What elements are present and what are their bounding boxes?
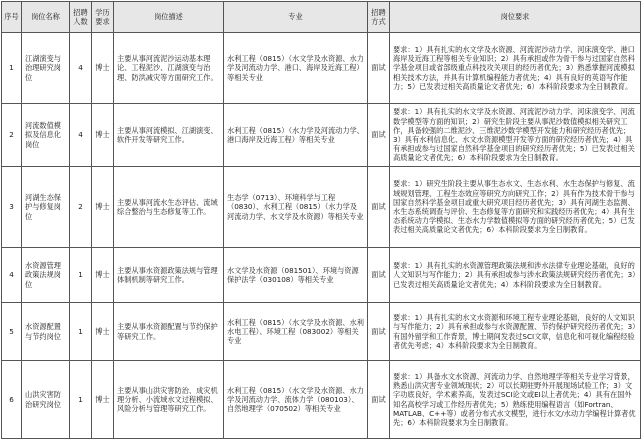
cell-count: 1 bbox=[70, 248, 92, 303]
cell-count: 2 bbox=[70, 167, 92, 248]
cell-no: 5 bbox=[2, 303, 22, 361]
cell-education: 博士 bbox=[92, 361, 114, 439]
table-row bbox=[2, 33, 641, 104]
header-position-name: 岗位名称 bbox=[22, 2, 70, 33]
cell-requirements: 要求：1）具备水文水资源、河流动力学、自然地理学等相关专业学习背景，熟悉山洪灾害专业领域现状；2）可以长期驻野外开展现场试验工作；3）文字功底良好，学术素养高，发表过SCI论文或EI以上者优先；4）具有在国外知名高校学习或工作经历者优先；5）熟练使用编程语言（如Fortran、MATLAB、C++等）或者分布式水文模型，进行水文/水动力学编程计算者优先；6）本科阶段要求为全日制教育。 bbox=[390, 361, 641, 439]
header-requirements: 岗位要求 bbox=[390, 2, 641, 33]
cell-major: 水利工程（0815）（水文学及水资源、水利水电工程）、环境工程（083002）等相关专业 bbox=[224, 303, 368, 361]
cell-count: 4 bbox=[70, 104, 92, 167]
cell-no: 4 bbox=[2, 248, 22, 303]
cell-count: 4 bbox=[70, 33, 92, 104]
header-description: 岗位描述 bbox=[114, 2, 224, 33]
cell-count: 1 bbox=[70, 361, 92, 439]
cell-position-name: 江湖演变与治理研究岗位 bbox=[22, 33, 70, 104]
table-header-row bbox=[2, 2, 641, 33]
cell-description: 主要从事山洪灾害防治、成灾机理分析、小流域水文过程模拟、风险分析与管理等研究工作。 bbox=[114, 361, 224, 439]
table-row bbox=[2, 248, 641, 303]
cell-position-name: 水资源配置与节约岗位 bbox=[22, 303, 70, 361]
cell-education: 博士 bbox=[92, 104, 114, 167]
cell-requirements: 要求：1）研究生阶段主要从事生态水文、生态水利、水生态保护与修复、流域规划管理、工程生态效应等研究方向研究工作；2）具有作为技术骨干参与国家自然科学基金项目或重大研究项目经历者优先；3）具有河湖生态监测、水生态系统调查与评价、生态修复等方面研究和实践经历者优先；4）具有生态系统动力学模拟、生态水力学数值模拟等方面的研究经历者优先；5）已发表过相关高质量论文者优先；6）本科阶段要求为全日制教育。 bbox=[390, 167, 641, 248]
cell-major: 水文学及水资源（081501）、环境与资源保护法学（030108）等相关专业 bbox=[224, 248, 368, 303]
cell-description: 主要从事水资源政策法规与管理体制机制等研究工作。 bbox=[114, 248, 224, 303]
cell-position-name: 水资源管理政策法规岗位 bbox=[22, 248, 70, 303]
cell-requirements: 要求：1）具有扎实的水文水资源和环境工程专业理论基础，良好的人文知识与写作能力；2）具有承担或参与水资源配置、节约保护研究经历者优先；3）有国外留学和工作背景，博士期间发表过SCI文章，信息化和可视化编程经验者优先考虑；4）本科阶段要求为全日制教育。 bbox=[390, 303, 641, 361]
table-row bbox=[2, 167, 641, 248]
cell-no: 3 bbox=[2, 167, 22, 248]
cell-description: 主要从事河流水生态评估、流域综合整治与生态修复等工作。 bbox=[114, 167, 224, 248]
cell-method: 面试 bbox=[368, 104, 390, 167]
cell-description: 主要从事河流泥沙运动基本理论、工程泥沙、江湖演变与治理、防洪减灾等方面研究工作。 bbox=[114, 33, 224, 104]
table-row bbox=[2, 361, 641, 439]
cell-method: 面试 bbox=[368, 33, 390, 104]
cell-description: 主要从事水资源配置与节约保护等研究工作。 bbox=[114, 303, 224, 361]
cell-no: 6 bbox=[2, 361, 22, 439]
cell-position-name: 河湖生态保护与修复岗位 bbox=[22, 167, 70, 248]
cell-major: 水利工程（0815）（水力学及河流动力学、港口海岸及近海工程）等相关专业 bbox=[224, 104, 368, 167]
cell-no: 1 bbox=[2, 33, 22, 104]
cell-no: 2 bbox=[2, 104, 22, 167]
cell-method: 面试 bbox=[368, 248, 390, 303]
header-count: 招聘人数 bbox=[70, 2, 92, 33]
table-row bbox=[2, 104, 641, 167]
cell-description: 主要从事河流模拟、江湖演变、软件开发等研究工作。 bbox=[114, 104, 224, 167]
cell-major: 生态学（0713）、环境科学与工程（0830）、水利工程（0815）（水力学及河流动力学、水文学及水资源）等相关专业 bbox=[224, 167, 368, 248]
cell-requirements: 要求：1）具有扎实的水资源管理政策法规和涉水法律专业理论基础，良好的人文知识与写作能力；2）具有承担或参与涉水政策法规研究经历者优先；3）已发表过相关高质量论文者优先；4）本科阶段要求为全日制教育。 bbox=[390, 248, 641, 303]
cell-education: 博士 bbox=[92, 33, 114, 104]
cell-requirements: 要求：1）具有扎实的水文学及水资源、河流泥沙动力学、河床演变学、河流数学模型等方面的知识；2）研究生阶段主要从事泥沙数值模拟相关研究工作，具备较强的二维泥沙、三维泥沙数学模型开发能力和研究经历者优先；3）具有水利信息化、水文水资源模型开发等方面的研究经历者优先；4）具有承担或参与过国家自然科学基金项目的研究经历者优先；5）已发表过相关高质量论文者优先；6）本科阶段要求为全日制教育。 bbox=[390, 104, 641, 167]
cell-requirements: 要求：1）具有扎实的水文学及水资源、河流泥沙动力学、河床演变学、港口海岸及近海工程等相关专业知识；2）具有承担或作为骨干参与过国家自然科学基金项目或省部级重点科技攻关项目的经历者优先；3）熟悉掌握河流模拟相关技术方法，并具有计算机编程能力者优先；4）具有良好的英语写作能力；5）已发表过相关高质量论文者优先；6）本科阶段要求为全日制教育。 bbox=[390, 33, 641, 104]
header-method: 招聘方式 bbox=[368, 2, 390, 33]
cell-major: 水利工程（0815）（水文学及水资源、水力学及河流动力学、港口、海岸及近海工程）等相关专业 bbox=[224, 33, 368, 104]
cell-position-name: 山洪灾害防治研究岗位 bbox=[22, 361, 70, 439]
cell-education: 博士 bbox=[92, 303, 114, 361]
cell-education: 博士 bbox=[92, 167, 114, 248]
cell-education: 博士 bbox=[92, 248, 114, 303]
header-major: 专业 bbox=[224, 2, 368, 33]
cell-major: 水利工程（0815）（水文学及水资源、水力学及河流动力学、流体力学（080103）、自然地理学（070502）等相关专业 bbox=[224, 361, 368, 439]
cell-count: 1 bbox=[70, 303, 92, 361]
header-education: 学历要求 bbox=[92, 2, 114, 33]
header-no: 序号 bbox=[2, 2, 22, 33]
cell-position-name: 河流数值模拟及信息化岗位 bbox=[22, 104, 70, 167]
cell-method: 面试 bbox=[368, 167, 390, 248]
cell-method: 面试 bbox=[368, 303, 390, 361]
recruitment-table bbox=[1, 1, 641, 439]
cell-method: 面试 bbox=[368, 361, 390, 439]
table-row bbox=[2, 303, 641, 361]
